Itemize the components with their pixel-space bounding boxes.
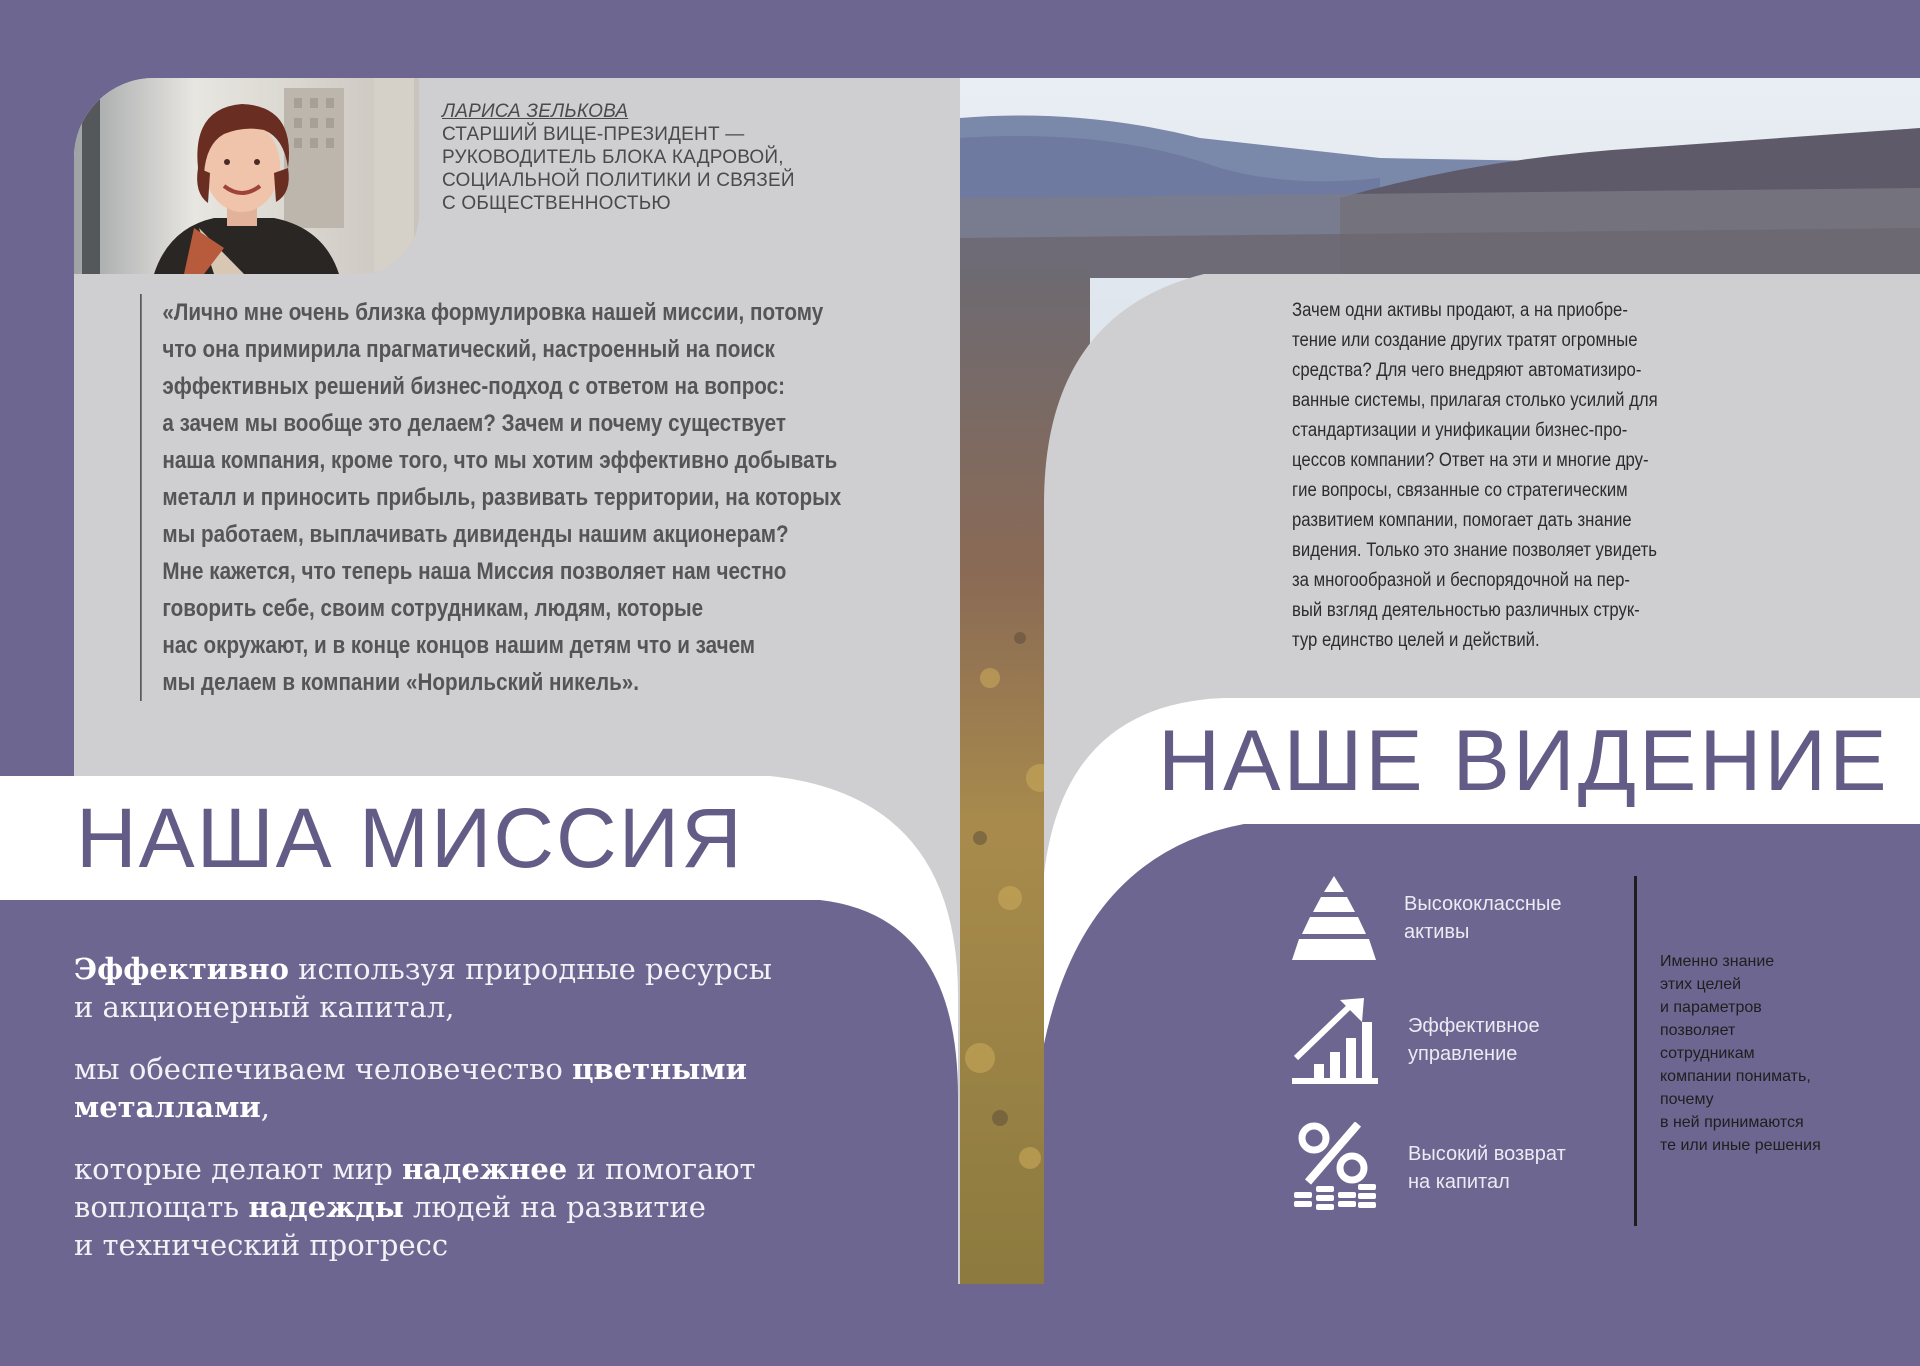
- author-name: ЛАРИСА ЗЕЛЬКОВА: [442, 101, 629, 122]
- feature-label: [1404, 890, 1561, 946]
- quote-line: мы делаем в компании «Норильский никель».: [162, 669, 639, 696]
- vision-line: стандартизации и унификации бизнес-про-: [1292, 420, 1628, 441]
- quote-line: металл и приносить прибыль, развивать территории, на которых: [162, 484, 842, 511]
- mission-bold: Эффективно: [74, 952, 289, 986]
- mission-text: которые делают мир: [74, 1152, 403, 1186]
- side-note-line: компании понимать,: [1660, 1068, 1811, 1085]
- mission-text: и акционерный капитал,: [74, 990, 455, 1024]
- quote-line: говорить себе, своим сотрудникам, людям, которые: [162, 595, 704, 622]
- feature-label: [1408, 1012, 1540, 1068]
- vision-line: вый взгляд деятельностью различных струк-: [1292, 600, 1640, 621]
- quote-line: «Лично мне очень близка формулировка нашей миссии, потому: [162, 299, 824, 326]
- feature-line: управление: [1408, 1043, 1518, 1065]
- side-note-line: Именно знание: [1660, 953, 1775, 970]
- mission-bold: металлами: [74, 1090, 261, 1124]
- quote-line: а зачем мы вообще это делаем? Зачем и почему существует: [162, 410, 786, 437]
- quote-line: эффективных решений бизнес-подход с ответом на вопрос:: [162, 373, 786, 400]
- author-position-line: СОЦИАЛЬНОЙ ПОЛИТИКИ И СВЯЗЕЙ: [442, 170, 795, 191]
- growth-chart-icon: [1292, 998, 1378, 1084]
- vision-line: цессов компании? Ответ на эти и многие дру-: [1292, 450, 1649, 471]
- quote-line: что она примирила прагматический, настроенный на поиск: [162, 336, 775, 363]
- side-note: [1660, 950, 1860, 1157]
- side-note-line: сотрудникам: [1660, 1045, 1755, 1062]
- mission-text: воплощать: [74, 1190, 249, 1224]
- feature-line: Высокий возврат: [1408, 1143, 1566, 1165]
- side-note-line: почему: [1660, 1091, 1714, 1108]
- vision-line: за многообразной и беспорядочной на пер-: [1292, 570, 1631, 591]
- mission-bold: цветными: [572, 1052, 748, 1086]
- percent-coins-icon: [1292, 1122, 1378, 1210]
- feature-line: Высококлассные: [1404, 893, 1562, 915]
- mission-text: людей на развитие: [403, 1190, 706, 1224]
- vision-line: развитием компании, помогает дать знание: [1292, 510, 1632, 531]
- vertical-divider: [1634, 876, 1637, 1226]
- feature-line: Эффективное: [1408, 1015, 1540, 1037]
- quote-line: наша компания, кроме того, что мы хотим эффективно добывать: [162, 447, 838, 474]
- side-note-line: и параметров: [1660, 999, 1762, 1016]
- mission-text: ,: [260, 1090, 271, 1124]
- side-note-line: позволяет: [1660, 1022, 1736, 1039]
- author-caption: [442, 100, 822, 215]
- vision-line: гие вопросы, связанные со стратегическим: [1292, 480, 1628, 501]
- vision-line: тур единство целей и действий.: [1292, 630, 1540, 651]
- mission-text: используя природные ресурсы: [288, 952, 772, 986]
- feature-line: активы: [1404, 921, 1470, 943]
- mission-bold: надежды: [248, 1190, 404, 1224]
- author-photo: [74, 78, 419, 274]
- mission-bold: надежнее: [402, 1152, 568, 1186]
- pyramid-icon: [1292, 876, 1376, 960]
- vision-paragraph: [1292, 296, 1662, 656]
- mission-statement: [74, 950, 794, 1288]
- vision-line: тение или создание других тратят огромные: [1292, 330, 1638, 351]
- author-quote: [140, 294, 919, 701]
- vision-line: Зачем одни активы продают, а на приобре-: [1292, 300, 1628, 321]
- mission-text: и технический прогресс: [74, 1228, 449, 1262]
- side-note-line: те или иные решения: [1660, 1137, 1821, 1154]
- mission-title: НАША МИССИЯ: [76, 791, 744, 885]
- feature-line: на капитал: [1408, 1171, 1510, 1193]
- bottom-margin: [960, 1284, 1920, 1364]
- vision-line: видения. Только это знание позволяет увидеть: [1292, 540, 1658, 561]
- author-position-line: С ОБЩЕСТВЕННОСТЬЮ: [442, 193, 671, 214]
- quote-line: Мне кажется, что теперь наша Миссия позволяет нам честно: [162, 558, 787, 585]
- mission-text: мы обеспечиваем человечество: [74, 1052, 573, 1086]
- author-position-line: РУКОВОДИТЕЛЬ БЛОКА КАДРОВОЙ,: [442, 147, 784, 168]
- side-note-line: этих целей: [1660, 976, 1742, 993]
- feature-label: [1408, 1140, 1566, 1196]
- vision-line: средства? Для чего внедряют автоматизиро-: [1292, 360, 1642, 381]
- quote-line: мы работаем, выплачивать дивиденды нашим акционерам?: [162, 521, 789, 548]
- quote-line: нас окружают, и в конце концов нашим детям что и зачем: [162, 632, 756, 659]
- mission-text: и помогают: [567, 1152, 756, 1186]
- vision-line: ванные системы, прилагая столько усилий для: [1292, 390, 1658, 411]
- vision-title: НАШЕ ВИДЕНИЕ: [1158, 713, 1890, 809]
- side-note-line: в ней принимаются: [1660, 1114, 1804, 1131]
- author-position-line: СТАРШИЙ ВИЦЕ-ПРЕЗИДЕНТ —: [442, 124, 745, 145]
